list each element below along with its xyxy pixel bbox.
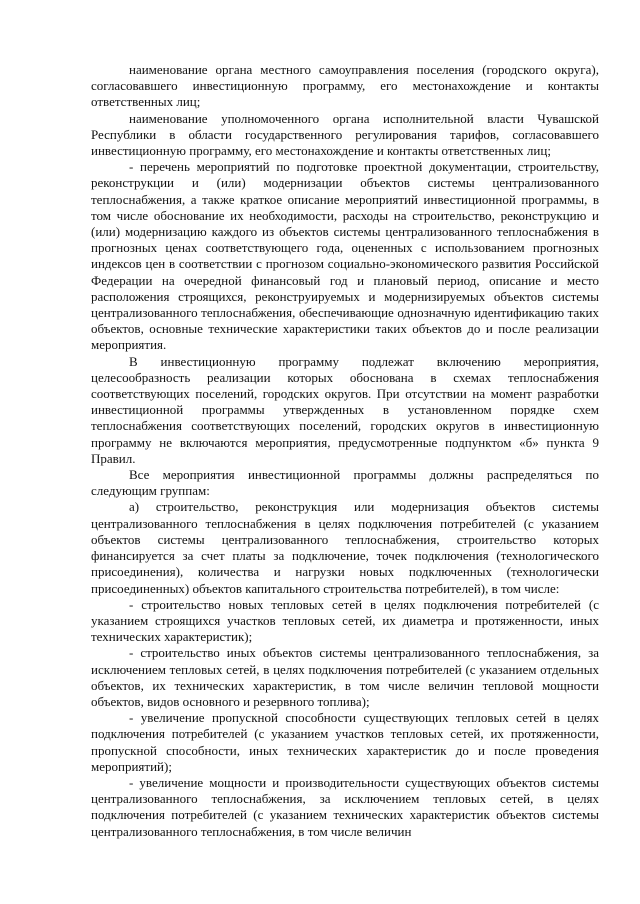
list-item-new-networks: - строительство новых тепловых сетей в целях подключения потребителей (с указанием строящихся участков тепловых сетей, их диаметра и протяженности, иных технических характеристик);: [91, 596, 599, 645]
paragraph-inclusion-rules: В инвестиционную программу подлежат включению мероприятия, целесообразность реализации которых обоснована в схемах теплоснабжения соответствующих поселений, городских округов. При отсутствии на момент разработки инвестиционной программы утвержденных в установленном порядке схем теплоснабжения соответствующих поселений, городских округов в инвестиционную программу не включаются мероприятия, предусмотренные подпунктом «б» пункта 9 Правил.: [91, 353, 599, 466]
list-item-other-objects: - строительство иных объектов системы централизованного теплоснабжения, за исключением тепловых сетей, в целях подключения потребителей (с указанием отдельных объектов, их технических характеристик, в том числе величин тепловой мощности объектов, видов основного и резервного топлива);: [91, 645, 599, 709]
paragraph-group-a: а) строительство, реконструкция или модернизация объектов системы централизованного теплоснабжения в целях подключения потребителей (с указанием объектов системы централизованного теплоснабжения, строительство которых финансируется за счет платы за подключение, точек подключения (технологического присоединения), количества и нагрузки новых подключенных (технологически присоединенных) объектов капитального строительства потребителей), в том числе:: [91, 499, 599, 596]
paragraph-local-authority: наименование органа местного самоуправления поселения (городского округа), согласовавшего инвестиционную программу, его местонахождение и контакты ответственных лиц;: [91, 62, 599, 110]
document-page: [91, 62, 599, 840]
paragraph-groups-intro: Все мероприятия инвестиционной программы должны распределяться по следующим группам:: [91, 467, 599, 499]
paragraph-tariff-authority: наименование уполномоченного органа исполнительной власти Чувашской Республики в области государственного регулирования тарифов, согласовавшего инвестиционную программу, его местонахождение и контакты ответственных лиц;: [91, 110, 599, 159]
list-item-power-increase: - увеличение мощности и производительности существующих объектов системы централизованного теплоснабжения, за исключением тепловых сетей, в целях подключения потребителей (с указанием технических характеристик объектов системы централизованного теплоснабжения, в том числе величин: [91, 774, 599, 839]
paragraph-measures-list: - перечень мероприятий по подготовке проектной документации, строительству, реконструкции и (или) модернизации объектов системы централизованного теплоснабжения, а также краткое описание мероприятий инвестиционной программы, в том числе обоснование их необходимости, расходы на строительство, реконструкцию и (или) модернизацию каждого из объектов системы централизованного теплоснабжения в прогнозных ценах соответствующего года, оцененных с использованием прогнозных индексов цен в соответствии с прогнозом социально-экономического развития Российской Федерации на очередной финансовый год и плановый период, описание и место расположения строящихся, реконструируемых и модернизируемых объектов системы централизованного теплоснабжения, обеспечивающие однозначную идентификацию таких объектов, основные технические характеристики таких объектов до и после реализации мероприятия.: [91, 159, 599, 353]
list-item-capacity-increase: - увеличение пропускной способности существующих тепловых сетей в целях подключения потребителей (с указанием участков тепловых сетей, их протяженности, пропускной способности, иных технических характеристик до и после проведения мероприятий);: [91, 710, 599, 774]
